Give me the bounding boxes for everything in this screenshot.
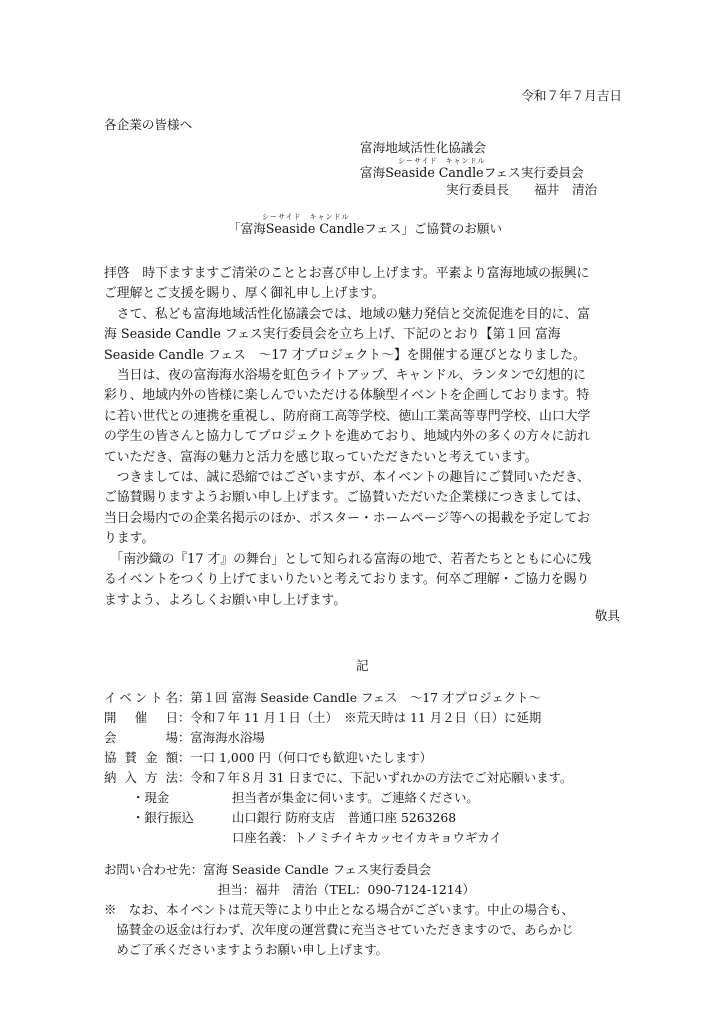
sender-ruby: シーサイド キャンドル: [398, 157, 486, 165]
cash-value: 担当者が集金に伺います。ご連絡ください。: [232, 790, 479, 805]
event-name-value: ：第１回 富海 Seaside Candle フェス 〜17 才プロジェクト〜: [178, 690, 541, 705]
body-line: さて、私ども富海地域活性化協議会では、地域の魅力発信と交流促進を目的に、富: [104, 306, 591, 322]
sender-committee: 富海Seaside Candleフェス実行委員会: [360, 165, 584, 180]
contact-line: お問い合わせ先：富海 Seaside Candle フェス実行委員会: [104, 862, 432, 877]
note-line: ※ なお、本イベントは荒天等により中止となる場合がございます。中止の場合も、: [104, 902, 574, 917]
body-line: ていただき、富海の魅力と活力を感じ取っていただきたいと考えています。: [104, 449, 538, 465]
bank-label: ・銀行振込: [132, 810, 194, 825]
venue-row: [104, 730, 265, 746]
sender-organization: 富海地域活性化協議会: [360, 140, 486, 155]
body-line: ります。: [104, 531, 155, 547]
amount-label: 協 賛 金 額: [104, 750, 178, 765]
document-date: 令和７年７月吉日: [521, 88, 622, 103]
body-line: 当日は、夜の富海海水浴場を虹色ライトアップ、キャンドル、ランタンで幻想的に: [104, 368, 587, 384]
body-line: Seaside Candle フェス 〜17 才プロジェクト〜】を開催する運びとなりました。: [104, 347, 586, 363]
event-date-row: [104, 710, 541, 726]
note-line: 協賛金の返金は行わず、次年度の運営費に充当させていただきますので、あらかじ: [104, 922, 574, 937]
venue-value: ：富海海水浴場: [178, 730, 265, 745]
ki-heading: 記: [356, 658, 369, 673]
event-name-row: [104, 690, 541, 706]
recipient: 各企業の皆様へ: [104, 117, 193, 132]
body-line: 彩り、地域内外の皆様に楽しんでいただける体験型イベントを企画しております。特: [104, 388, 590, 404]
payment-row: [104, 770, 572, 786]
amount-row: [104, 750, 432, 766]
closing-keigu: 敬具: [594, 608, 620, 623]
document-title: 「富海Seaside Candleフェス」ご協賛のお願い: [228, 221, 503, 236]
sender-person: 実行委員長 福井 清治: [446, 182, 598, 197]
bank-row: [132, 810, 456, 826]
body-line: ますよう、よろしくお願い申し上げます。: [104, 592, 347, 608]
payment-label: 納 入 方 法: [104, 770, 178, 785]
body-line: ご協賛賜りますようお願い申し上げます。ご協賛いただいた企業様につきましては、: [104, 490, 590, 506]
letter-body: [104, 264, 622, 611]
body-line: ご理解とご支援を賜り、厚く御礼申し上げます。: [104, 286, 385, 302]
event-date-value: ：令和７年 11 月１日（土） ※荒天時は 11 月２日（日）に延期: [178, 710, 542, 725]
amount-value: ：一口 1,000 円（何口でも歓迎いたします）: [178, 750, 432, 765]
title-ruby: シーサイド キャンドル: [262, 213, 350, 221]
event-date-label: 開 催 日: [104, 710, 178, 725]
cash-label: ・現金: [132, 790, 170, 805]
note-line: めご了承くださいますようお願い申し上げます。: [104, 942, 388, 957]
body-line: の学生の皆さんと協力してプロジェクトを進めており、地域内外の多くの方々に訪れ: [104, 429, 591, 445]
body-line: るイベントをつくり上げてまいりたいと考えております。何卒ご理解・ご協力を賜り: [104, 572, 590, 588]
bank-value: 山口銀行 防府支店 普通口座 5263268: [232, 810, 457, 825]
body-line: に若い世代との連携を重視し、防府商工高等学校、徳山工業高等専門学校、山口大学: [104, 408, 591, 424]
payment-value: ：令和７年８月 31 日までに、下記いずれかの方法でご対応願います。: [178, 770, 573, 785]
cash-row: [132, 790, 479, 806]
venue-label: 会 場: [104, 730, 178, 745]
event-name-label: イベント名: [104, 690, 178, 705]
contact-person: 担当：福井 清治（TEL：090-7124-1214）: [218, 882, 475, 897]
body-line: 海 Seaside Candle フェス実行委員会を立ち上げ、下記のとおり【第１回 富海: [104, 327, 561, 343]
body-line: つきましては、誠に恐縮ではございますが、本イベントの趣旨にご賛同いただき、: [104, 470, 590, 486]
body-line: 当日会場内での企業名掲示のほか、ポスター・ホームページ等への掲載を予定してお: [104, 510, 591, 526]
account-name: 口座名義：トノミチイキカッセイカキョウギカイ: [232, 830, 502, 845]
body-line: 「南沙織の『17 才』の舞台」として知られる富海の地で、若者たちとともに心に残: [104, 551, 592, 567]
body-line: 拝啓 時下ますますご清栄のこととお喜び申し上げます。平素より富海地域の振興に: [104, 266, 590, 281]
